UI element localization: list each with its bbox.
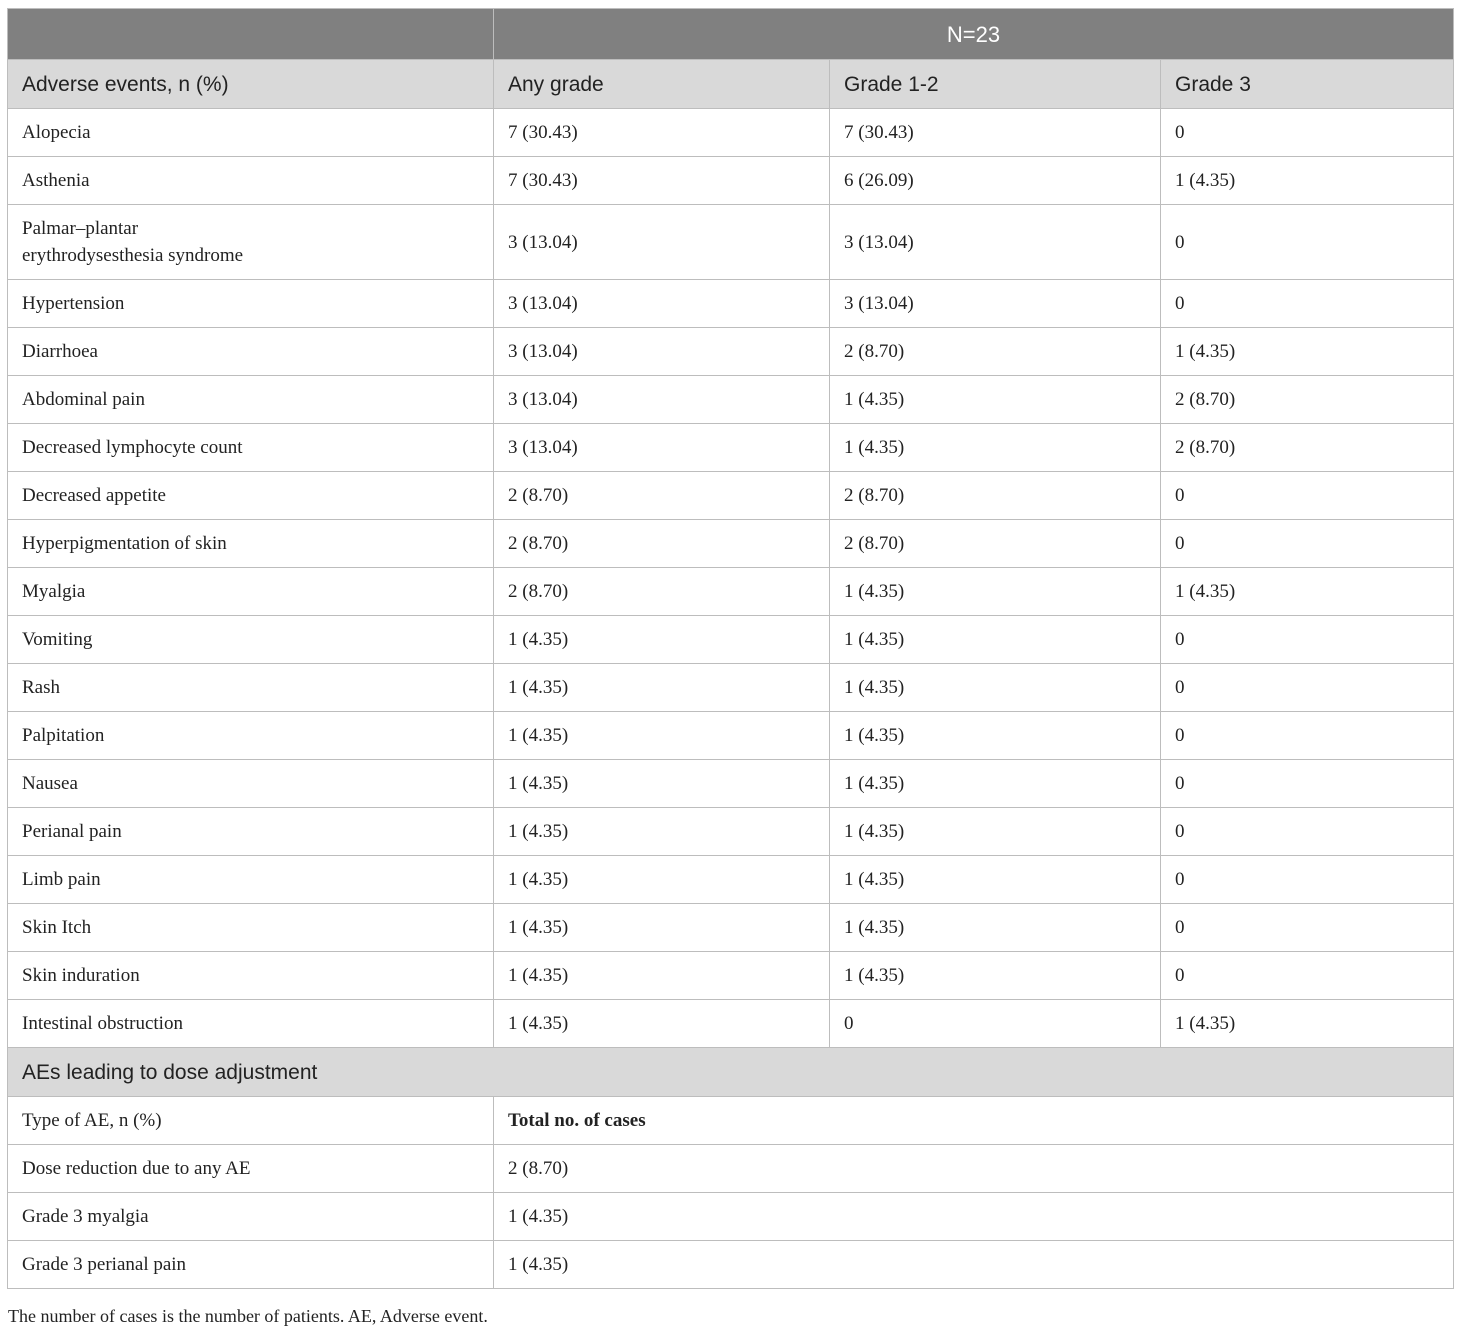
- table-row: [8, 808, 1454, 856]
- any-grade-cell: 7 (30.43): [494, 157, 830, 205]
- event-cell: Rash: [8, 664, 494, 712]
- table-row: [8, 760, 1454, 808]
- grade-3-cell: 0: [1161, 904, 1454, 952]
- ae-type-cell: Grade 3 myalgia: [8, 1193, 494, 1241]
- table-row: [8, 157, 1454, 205]
- table-row: [8, 328, 1454, 376]
- table-row: [8, 568, 1454, 616]
- table-row: [8, 205, 1454, 280]
- adverse-events-table: [7, 8, 1454, 1289]
- section-column-header-row: [8, 1097, 1454, 1145]
- any-grade-cell: 2 (8.70): [494, 472, 830, 520]
- grade-1-2-cell: 3 (13.04): [830, 280, 1161, 328]
- event-cell: Alopecia: [8, 109, 494, 157]
- grade-1-2-cell: 6 (26.09): [830, 157, 1161, 205]
- any-grade-cell: 1 (4.35): [494, 904, 830, 952]
- total-cases-cell: 1 (4.35): [494, 1193, 1454, 1241]
- ae-type-cell: Dose reduction due to any AE: [8, 1145, 494, 1193]
- table-footnote: The number of cases is the number of patients. AE, Adverse event.: [8, 1306, 488, 1326]
- column-header-type: Type of AE, n (%): [8, 1097, 494, 1145]
- column-header-row: [8, 60, 1454, 109]
- column-header-event: Adverse events, n (%): [8, 60, 494, 109]
- table-row: [8, 424, 1454, 472]
- grade-3-cell: 0: [1161, 856, 1454, 904]
- grade-3-cell: 0: [1161, 664, 1454, 712]
- table-top-header: [8, 9, 1454, 60]
- any-grade-cell: 3 (13.04): [494, 205, 830, 280]
- event-line-1: Palmar–plantar: [22, 218, 139, 239]
- grade-3-cell: 0: [1161, 280, 1454, 328]
- any-grade-cell: 1 (4.35): [494, 760, 830, 808]
- event-cell: Hyperpigmentation of skin: [8, 520, 494, 568]
- event-line-2: erythrodysesthesia syndrome: [22, 245, 244, 266]
- grade-1-2-cell: 1 (4.35): [830, 856, 1161, 904]
- ae-type-cell: Grade 3 perianal pain: [8, 1241, 494, 1289]
- grade-1-2-cell: 1 (4.35): [830, 904, 1161, 952]
- grade-3-cell: 0: [1161, 109, 1454, 157]
- grade-1-2-cell: 1 (4.35): [830, 808, 1161, 856]
- event-cell: Asthenia: [8, 157, 494, 205]
- event-cell: Diarrhoea: [8, 328, 494, 376]
- grade-1-2-cell: 1 (4.35): [830, 424, 1161, 472]
- grade-1-2-cell: 7 (30.43): [830, 109, 1161, 157]
- grade-1-2-cell: 1 (4.35): [830, 664, 1161, 712]
- event-cell: Skin induration: [8, 952, 494, 1000]
- grade-3-cell: 1 (4.35): [1161, 328, 1454, 376]
- any-grade-cell: 7 (30.43): [494, 109, 830, 157]
- grade-3-cell: 0: [1161, 712, 1454, 760]
- any-grade-cell: 2 (8.70): [494, 568, 830, 616]
- grade-1-2-cell: 3 (13.04): [830, 205, 1161, 280]
- grade-1-2-cell: 0: [830, 1000, 1161, 1048]
- table-row: [8, 1145, 1454, 1193]
- event-cell: Decreased appetite: [8, 472, 494, 520]
- any-grade-cell: 1 (4.35): [494, 616, 830, 664]
- column-header-total: Total no. of cases: [494, 1097, 1454, 1145]
- event-cell: Decreased lymphocyte count: [8, 424, 494, 472]
- any-grade-cell: 3 (13.04): [494, 376, 830, 424]
- table-row: [8, 109, 1454, 157]
- event-cell: Myalgia: [8, 568, 494, 616]
- grade-3-cell: 0: [1161, 952, 1454, 1000]
- grade-1-2-cell: 1 (4.35): [830, 616, 1161, 664]
- column-header-grade-1-2: Grade 1-2: [830, 60, 1161, 109]
- any-grade-cell: 1 (4.35): [494, 712, 830, 760]
- grade-3-cell: 1 (4.35): [1161, 157, 1454, 205]
- empty-header-cell: [8, 9, 494, 60]
- table-row: [8, 1000, 1454, 1048]
- any-grade-cell: 1 (4.35): [494, 856, 830, 904]
- grade-1-2-cell: 1 (4.35): [830, 376, 1161, 424]
- event-cell: Nausea: [8, 760, 494, 808]
- event-cell: Limb pain: [8, 856, 494, 904]
- grade-1-2-cell: 2 (8.70): [830, 328, 1161, 376]
- grade-3-cell: 1 (4.35): [1161, 1000, 1454, 1048]
- grade-3-cell: 2 (8.70): [1161, 424, 1454, 472]
- any-grade-cell: 1 (4.35): [494, 664, 830, 712]
- event-cell: Vomiting: [8, 616, 494, 664]
- total-cases-cell: 1 (4.35): [494, 1241, 1454, 1289]
- table-row: [8, 472, 1454, 520]
- table-row: [8, 1193, 1454, 1241]
- event-cell: Perianal pain: [8, 808, 494, 856]
- table-row: [8, 376, 1454, 424]
- event-cell: Hypertension: [8, 280, 494, 328]
- grade-3-cell: 0: [1161, 616, 1454, 664]
- table-row: [8, 856, 1454, 904]
- grade-1-2-cell: 2 (8.70): [830, 520, 1161, 568]
- grade-3-cell: 0: [1161, 472, 1454, 520]
- grade-3-cell: 0: [1161, 520, 1454, 568]
- any-grade-cell: 1 (4.35): [494, 952, 830, 1000]
- table-row: [8, 952, 1454, 1000]
- any-grade-cell: 2 (8.70): [494, 520, 830, 568]
- table-row: [8, 1241, 1454, 1289]
- sample-size-header: N=23: [494, 9, 1454, 60]
- grade-1-2-cell: 1 (4.35): [830, 568, 1161, 616]
- grade-1-2-cell: 1 (4.35): [830, 952, 1161, 1000]
- total-cases-cell: 2 (8.70): [494, 1145, 1454, 1193]
- any-grade-cell: 1 (4.35): [494, 1000, 830, 1048]
- grade-3-cell: 0: [1161, 205, 1454, 280]
- table-row: [8, 280, 1454, 328]
- table-row: [8, 664, 1454, 712]
- grade-1-2-cell: 1 (4.35): [830, 712, 1161, 760]
- event-cell: Skin Itch: [8, 904, 494, 952]
- event-cell: Abdominal pain: [8, 376, 494, 424]
- section-title: AEs leading to dose adjustment: [8, 1048, 1454, 1097]
- grade-1-2-cell: 1 (4.35): [830, 760, 1161, 808]
- event-cell: Intestinal obstruction: [8, 1000, 494, 1048]
- section-header-row: [8, 1048, 1454, 1097]
- grade-3-cell: 1 (4.35): [1161, 568, 1454, 616]
- table-row: [8, 712, 1454, 760]
- any-grade-cell: 1 (4.35): [494, 808, 830, 856]
- event-cell: Palpitation: [8, 712, 494, 760]
- table-row: [8, 520, 1454, 568]
- grade-3-cell: 0: [1161, 760, 1454, 808]
- any-grade-cell: 3 (13.04): [494, 328, 830, 376]
- column-header-any-grade: Any grade: [494, 60, 830, 109]
- event-cell: [8, 205, 494, 280]
- any-grade-cell: 3 (13.04): [494, 424, 830, 472]
- table-row: [8, 904, 1454, 952]
- grade-3-cell: 0: [1161, 808, 1454, 856]
- table-row: [8, 616, 1454, 664]
- column-header-grade-3: Grade 3: [1161, 60, 1454, 109]
- any-grade-cell: 3 (13.04): [494, 280, 830, 328]
- grade-1-2-cell: 2 (8.70): [830, 472, 1161, 520]
- grade-3-cell: 2 (8.70): [1161, 376, 1454, 424]
